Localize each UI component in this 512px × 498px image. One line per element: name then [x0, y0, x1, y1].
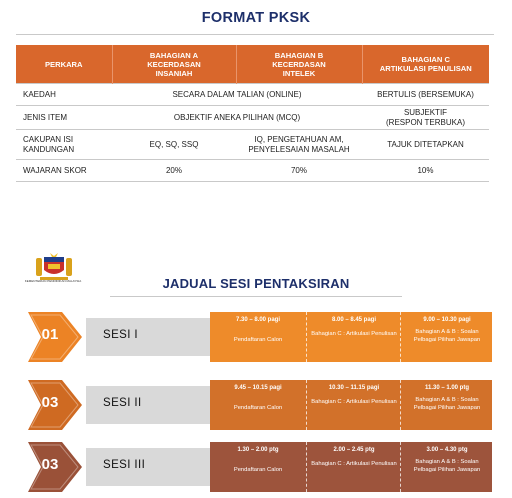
- slot-desc: Bahagian A & B : Soalan Pelbagai Pilihan Jawapan: [413, 459, 481, 473]
- row-label: JENIS ITEM: [16, 106, 112, 130]
- slot-registration: [210, 442, 306, 492]
- session-name: SESI III: [103, 459, 146, 471]
- row-jenis-item: [16, 106, 489, 130]
- session-number: 03: [41, 456, 59, 473]
- session-chevron: [28, 312, 83, 362]
- slot-desc: Pendaftaran Calon: [233, 467, 283, 473]
- slot-desc: Bahagian C : Artikulasi Penulisan: [311, 461, 397, 467]
- cell-jenis-ab: OBJEKTIF ANEKA PILIHAN (MCQ): [112, 106, 362, 130]
- slot-part-ab: [400, 312, 493, 362]
- slot-time: 11.30 – 1.00 ptg: [424, 385, 470, 391]
- slot-part-ab: [400, 442, 493, 492]
- session-panel: [210, 380, 492, 430]
- cell-cakupan-c: TAJUK DITETAPKAN: [362, 130, 489, 160]
- cell-wajaran-c: 10%: [362, 160, 489, 182]
- header-perkara: PERKARA: [16, 45, 112, 84]
- session-chevron: [28, 380, 83, 430]
- label-line: KANDUNGAN: [23, 144, 75, 154]
- cell-line: SUBJEKTIF: [403, 108, 448, 117]
- header-bahagian-b: BAHAGIAN B KECERDASAN INTELEK: [236, 45, 362, 84]
- session-name: SESI II: [103, 397, 142, 409]
- row-label: WAJARAN SKOR: [16, 160, 112, 182]
- slot-registration: [210, 312, 306, 362]
- cell-kaedah-ab: SECARA DALAM TALIAN (ONLINE): [112, 84, 362, 106]
- header-bahagian-c: BAHAGIAN C ARTIKULASI PENULISAN: [362, 45, 489, 84]
- cell-jenis-c: [362, 106, 489, 130]
- schedule-title: JADUAL SESI PENTAKSIRAN: [162, 276, 350, 291]
- session-panel: [210, 442, 492, 492]
- slot-desc: Pendaftaran Calon: [233, 405, 283, 411]
- session-name: SESI I: [103, 329, 138, 341]
- row-wajaran: [16, 160, 489, 182]
- slot-part-c: [306, 442, 401, 492]
- cell-line: IQ, PENGETAHUAN AM,: [254, 135, 344, 144]
- header-bahagian-a: BAHAGIAN A KECERDASAN INSANIAH: [112, 45, 236, 84]
- slot-part-ab: [400, 380, 493, 430]
- row-label: KAEDAH: [16, 84, 112, 106]
- cell-wajaran-b: 70%: [236, 160, 362, 182]
- session-row-3: [28, 442, 494, 492]
- row-cakupan: [16, 130, 489, 160]
- title-divider: [110, 296, 402, 297]
- slot-time: 1.30 – 2.00 ptg: [237, 447, 279, 453]
- slot-time: 10.30 – 11.15 pagi: [328, 385, 380, 391]
- slot-part-c: [306, 380, 401, 430]
- cell-line: PENYELESAIAN MASALAH: [248, 144, 350, 154]
- session-row-2: [28, 380, 494, 430]
- cell-cakupan-a: EQ, SQ, SSQ: [112, 130, 236, 160]
- row-label: [16, 130, 112, 160]
- session-row-1: [28, 312, 494, 362]
- label-line: CAKUPAN ISI: [23, 135, 74, 144]
- slot-time: 9.45 – 10.15 pagi: [234, 385, 282, 391]
- session-panel: [210, 312, 492, 362]
- cell-kaedah-c: BERTULIS (BERSEMUKA): [362, 84, 489, 106]
- slot-time: 9.00 – 10.30 pagi: [423, 317, 471, 323]
- format-title: FORMAT PKSK: [201, 10, 311, 26]
- slot-desc: Pendaftaran Calon: [233, 337, 283, 343]
- format-header-row: [16, 45, 489, 84]
- title-divider: [16, 34, 494, 35]
- format-table: [16, 45, 489, 182]
- slot-time: 8.00 – 8.45 pagi: [331, 317, 377, 323]
- session-number: 01: [41, 326, 59, 343]
- row-kaedah: [16, 84, 489, 106]
- ministry-caption: KEMENTERIAN PENDIDIKAN MALAYSIA: [24, 279, 82, 283]
- slot-time: 3.00 – 4.30 ptg: [426, 447, 468, 453]
- slot-registration: [210, 380, 306, 430]
- slot-desc: Bahagian A & B : Soalan Pelbagai Pilihan Jawapan: [413, 329, 481, 343]
- slot-time: 2.00 – 2.45 ptg: [333, 447, 375, 453]
- session-number: 03: [41, 394, 59, 411]
- slot-part-c: [306, 312, 401, 362]
- cell-wajaran-a: 20%: [112, 160, 236, 182]
- slot-desc: Bahagian C : Artikulasi Penulisan: [311, 399, 397, 405]
- cell-line: (RESPON TERBUKA): [386, 117, 465, 127]
- cell-cakupan-b: [236, 130, 362, 160]
- slot-time: 7.30 – 8.00 pagi: [235, 317, 281, 323]
- session-chevron: [28, 442, 83, 492]
- slot-desc: Bahagian A & B : Soalan Pelbagai Pilihan Jawapan: [413, 397, 481, 411]
- slot-desc: Bahagian C : Artikulasi Penulisan: [311, 331, 397, 337]
